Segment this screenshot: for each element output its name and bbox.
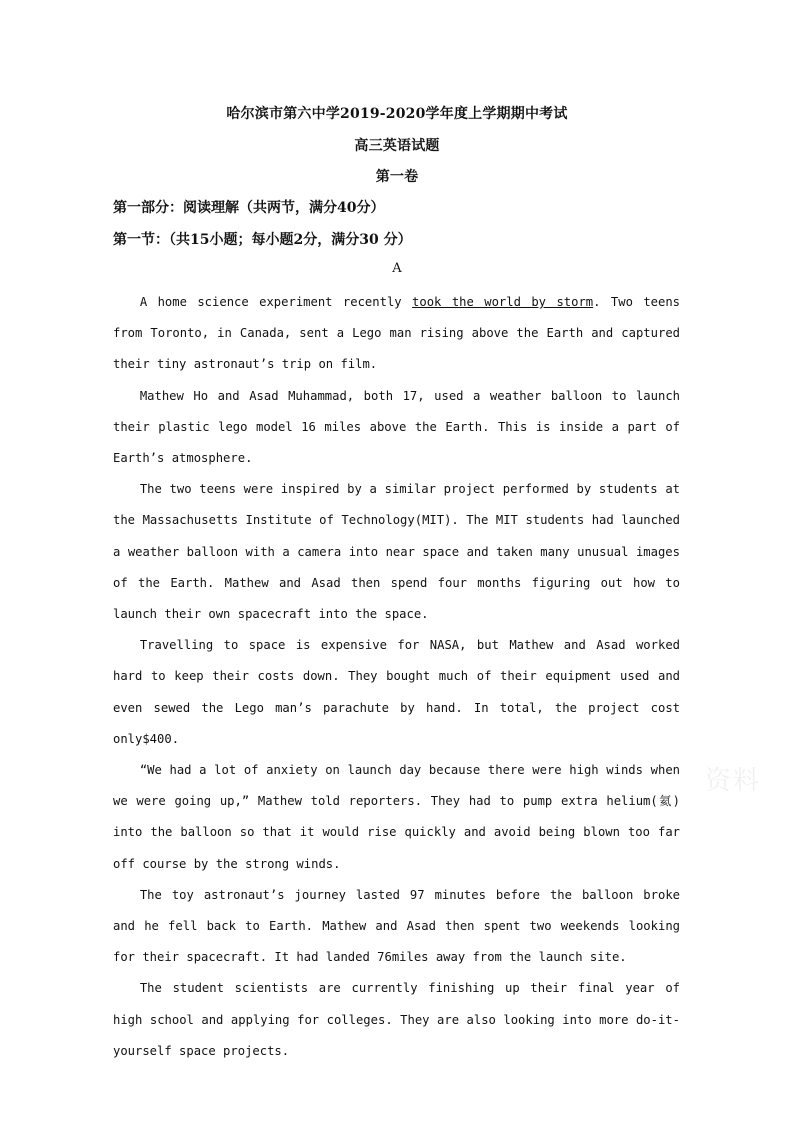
volume-label: 第一卷	[375, 169, 419, 185]
passage-label: A	[392, 261, 402, 276]
paragraph-2: Mathew Ho and Asad Muhammad, both 17, used a weather balloon to launch their plastic lego model 16 miles above the Earth. This is inside a part of Earth’s atmosphere.	[113, 388, 680, 466]
exam-subtitle: 高三英语试题	[354, 138, 440, 154]
paragraph-1-start: A home science experiment recently	[139, 295, 413, 309]
exam-title: 哈尔滨市第六中学2019-2020学年度上学期期中考试	[226, 106, 568, 122]
paragraph-3: The two teens were inspired by a similar project performed by students at the Massachusetts Institute of Technology(MIT). The MIT students had launched a weather balloon with a camera into near space and taken many unusual images of the Earth. Mathew and Asad then spend four months figuring out how to launch their own spacecraft into the space.	[113, 482, 680, 622]
subsection-heading: 第一节：（共15小题；每小题2分，满分30 分）	[113, 232, 412, 248]
paragraph-1-end: . Two teens from Toronto, in Canada, sent a Lego man rising above the Earth and captured their tiny astronaut’s trip on film.	[113, 295, 681, 372]
paragraph-5: “We had a lot of anxiety on launch day because there were high winds when we were going up,” Mathew told reporters. They had to pump extra helium(氦) into the balloon so that it would rise quickly and avoid being blown too far off course by the strong winds.	[113, 763, 680, 871]
underlined-phrase: took the world by storm	[412, 295, 594, 309]
paragraph-1	[113, 287, 680, 381]
paragraph-7: The student scientists are currently finishing up their final year of high school and applying for colleges. They are also looking into more do-it-yourself space projects.	[113, 981, 680, 1058]
watermark: 资料	[705, 766, 762, 796]
paragraph-4: Travelling to space is expensive for NASA, but Mathew and Asad worked hard to keep their costs down. They bought much of their equipment used and even sewed the Lego man’s parachute by hand. In total, the project cost only$400.	[113, 638, 680, 746]
paragraph-6: The toy astronaut’s journey lasted 97 minutes before the balloon broke and he fell back to Earth. Mathew and Asad then spent two weekends looking for their spacecraft. It had landed 76miles away from the launch site.	[113, 887, 680, 965]
passage-body	[113, 287, 680, 1067]
part-heading: 第一部分：阅读理解（共两节，满分40分）	[113, 200, 385, 216]
